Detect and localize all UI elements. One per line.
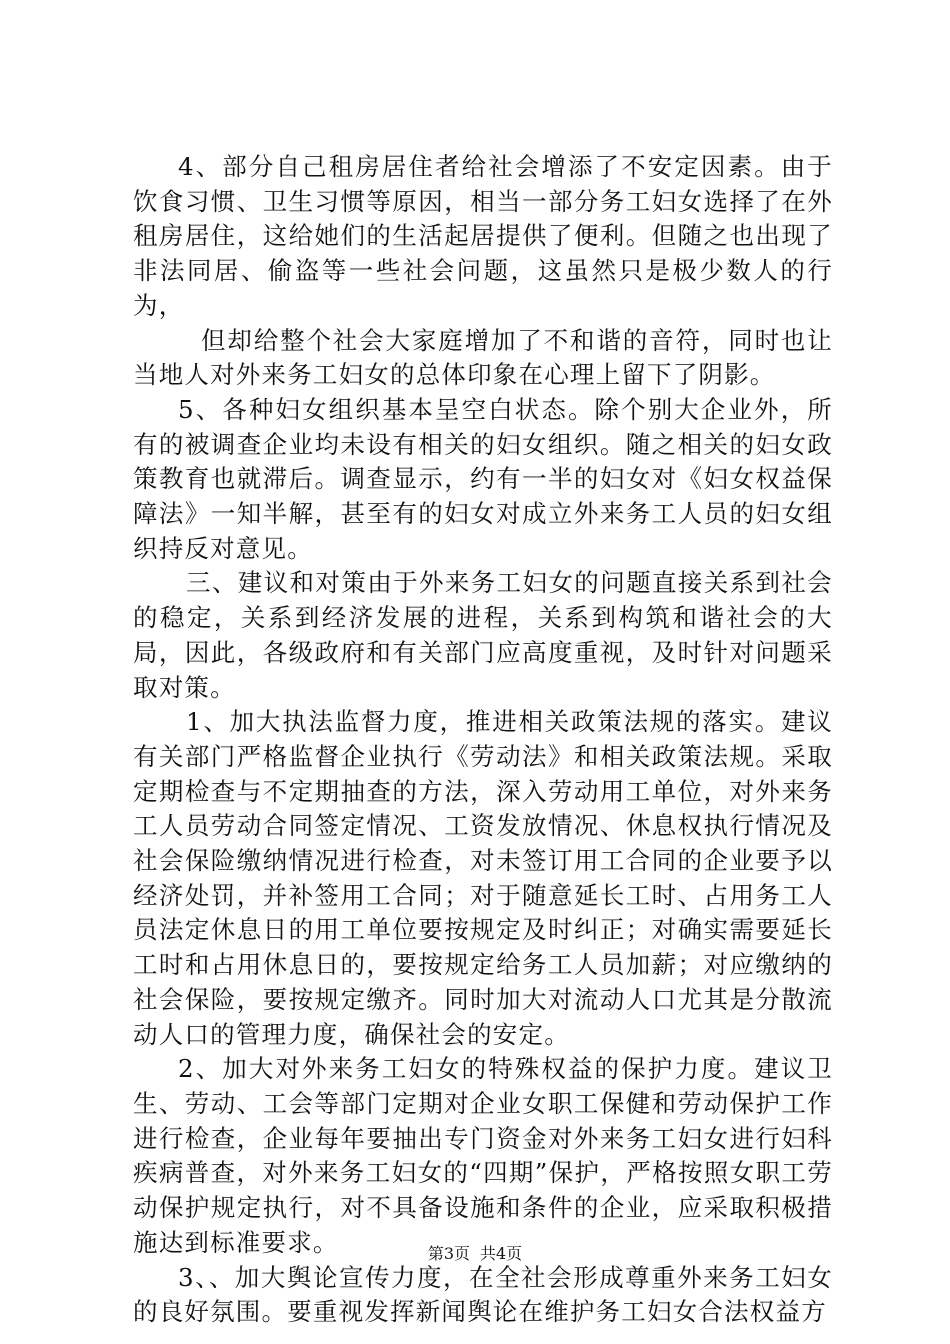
paragraph-2-special-rights: 2、加大对外来务工妇女的特殊权益的保护力度。建议卫生、劳动、工会等部门定期对企业女职工保健和劳动保护工作进行检查，企业每年要抽出专门资金对外来务工妇女进行妇科疾病普查，对外来务工妇女的“四期”保护，严格按照女职工劳动保护规定执行，对不具备设施和条件的企业，应采取积极措施达到标准要求。: [133, 1054, 833, 1257]
paragraph-4-rental-housing: 4、部分自己租房居住者给社会增添了不安定因素。由于饮食习惯、卫生习惯等原因，相当一部分务工妇女选择了在外租房居住，这给她们的生活起居提供了便利。但随之也出现了非法同居、偷盗等一些社会问题，这虽然只是极少数人的行为，: [133, 152, 833, 320]
paragraph-3-public-opinion: 3、、加大舆论宣传力度，在全社会形成尊重外来务工妇女的良好氛围。要重视发挥新闻舆论在维护务工妇女合法权益方: [133, 1262, 833, 1327]
document-body: [133, 150, 833, 1330]
paragraph-1-law-enforcement: 1、加大执法监督力度，推进相关政策法规的落实。建议有关部门严格监督企业执行《劳动法》和相关政策法规。采取定期检查与不定期抽查的方法，深入劳动用工单位，对外来务工人员劳动合同签定情况、工资发放情况、休息权执行情况及社会保险缴纳情况进行检查，对未签订用工合同的企业要予以经济处罚，并补签用工合同；对于随意延长工时、占用务工人员法定休息日的用工单位要按规定及时纠正；对确实需要延长工时和占用休息日的，要按规定给务工人员加薪；对应缴纳的社会保险，要按规定缴齐。同时加大对流动人口尤其是分散流动人口的管理力度，确保社会的安定。: [133, 707, 833, 1049]
paragraph-section-3-recommendations: 三、建议和对策由于外来务工妇女的问题直接关系到社会的稳定，关系到经济发展的进程，关系到构筑和谐社会的大局，因此，各级政府和有关部门应高度重视，及时针对问题采取对策。: [133, 568, 833, 702]
paragraph-continuation: 但却给整个社会大家庭增加了不和谐的音符，同时也让当地人对外来务工妇女的总体印象在心理上留下了阴影。: [133, 325, 833, 390]
page-footer: [0, 1243, 950, 1265]
page-number: 第3页: [427, 1244, 470, 1263]
paragraph-5-womens-organizations: 5、各种妇女组织基本呈空白状态。除个别大企业外，所有的被调查企业均未设有相关的妇女组织。随之相关的妇女政策教育也就滞后。调查显示，约有一半的妇女对《妇女权益保障法》一知半解，甚至有的妇女对成立外来务工人员的妇女组织持反对意见。: [133, 394, 833, 563]
page-total: 共4页: [480, 1244, 523, 1263]
